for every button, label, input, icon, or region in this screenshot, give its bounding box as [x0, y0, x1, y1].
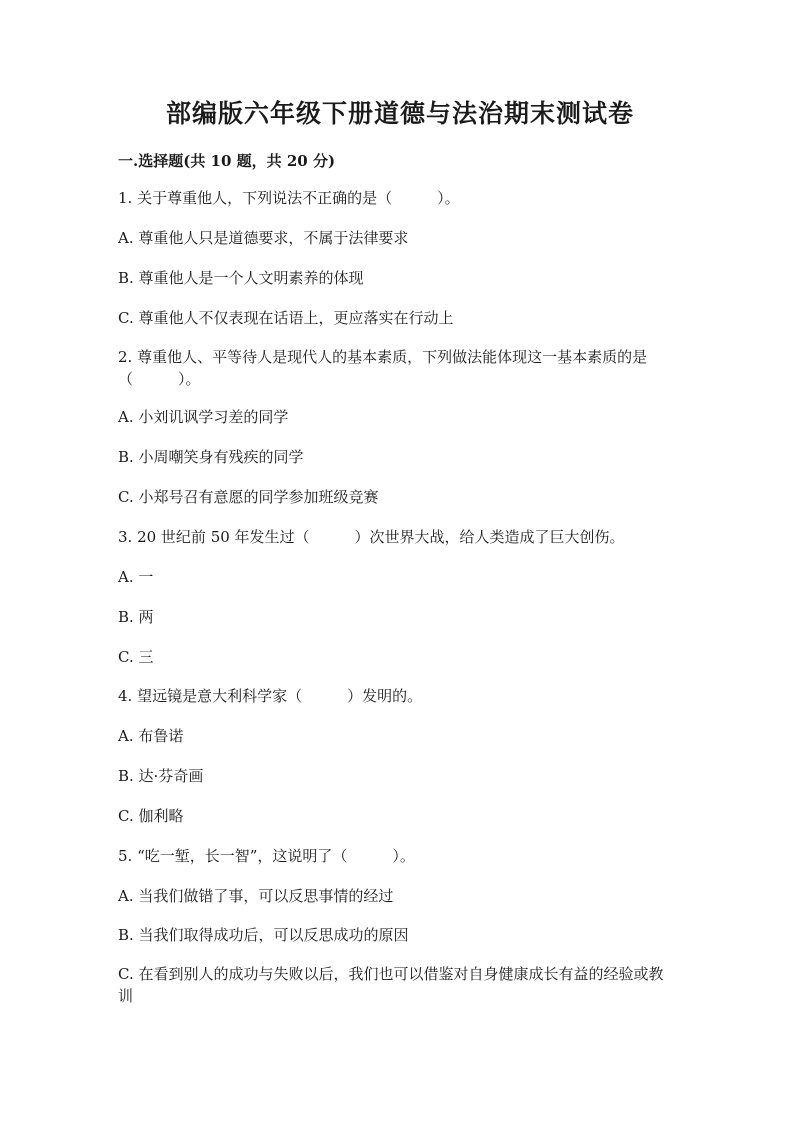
question-3-option-a: A. 一 — [118, 568, 154, 586]
question-stem-5: 5. “吃一堑，长一智”，这说明了（ ）。 — [118, 847, 415, 865]
question-2-option-a: A. 小刘讥讽学习差的同学 — [118, 408, 289, 426]
question-1-option-a: A. 尊重他人只是道德要求，不属于法律要求 — [118, 229, 409, 247]
question-2-option-c: C. 小郑号召有意愿的同学参加班级竞赛 — [118, 488, 379, 506]
question-1-option-b: B. 尊重他人是一个人文明素养的体现 — [118, 269, 364, 287]
question-4-option-b: B. 达·芬奇画 — [118, 767, 204, 785]
question-4-option-c: C. 伽利略 — [118, 807, 184, 825]
question-stem-3: 3. 20 世纪前 50 年发生过（ ）次世界大战，给人类造成了巨大创伤。 — [118, 528, 625, 546]
question-5-option-b: B. 当我们取得成功后，可以反思成功的原因 — [118, 926, 409, 944]
question-stem-2: 2. 尊重他人、平等待人是现代人的基本素质，下列做法能体现这一基本素质的是（ ）。 — [118, 348, 648, 388]
section-heading: 一.选择题(共 10 题，共 20 分) — [118, 152, 336, 170]
question-4-option-a: A. 布鲁诺 — [118, 727, 184, 745]
question-5-option-a: A. 当我们做错了事，可以反思事情的经过 — [118, 887, 394, 905]
question-3-option-c: C. 三 — [118, 648, 154, 666]
question-5-option-c: C. 在看到别人的成功与失败以后，我们也可以借鉴对自身健康成长有益的经验或教训 — [118, 965, 664, 1005]
page-title: 部编版六年级下册道德与法治期末测试卷 — [165, 99, 634, 128]
question-2-option-b: B. 小周嘲笑身有残疾的同学 — [118, 448, 304, 466]
question-stem-4: 4. 望远镜是意大利科学家（ ）发明的。 — [118, 687, 423, 705]
question-1-option-c: C. 尊重他人不仅表现在话语上，更应落实在行动上 — [118, 309, 454, 327]
question-stem-1: 1. 关于尊重他人，下列说法不正确的是（ ）。 — [118, 189, 460, 207]
question-3-option-b: B. 两 — [118, 608, 154, 626]
